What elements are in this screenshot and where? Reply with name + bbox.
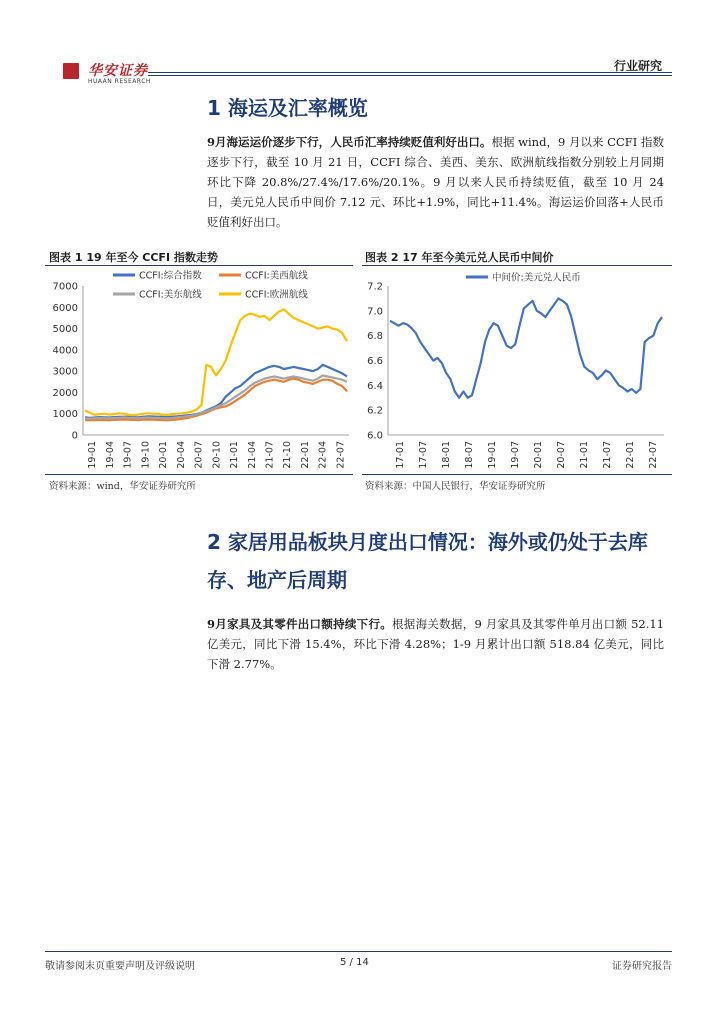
- section-2-title: 2 家居用品板块月度出口情况：海外或仍处于去库存、地产后周期: [207, 530, 648, 592]
- legend-label: CCFI:美东航线: [139, 289, 202, 301]
- series-line: [85, 365, 347, 418]
- section-2-lead: 9月家具及其零件出口额持续下行。: [207, 617, 393, 631]
- y-tick-label: 7.2: [367, 281, 383, 293]
- x-tick-label: 22-07: [647, 441, 659, 469]
- figure-1-source: 资料来源：wind，华安证券研究所: [49, 481, 196, 492]
- x-tick-label: 21-07: [264, 441, 276, 469]
- y-tick-label: 6.8: [367, 331, 383, 343]
- y-tick-label: 6000: [52, 302, 78, 314]
- figure-2-source: 资料来源：中国人民银行，华安证券研究所: [365, 481, 546, 492]
- y-tick-label: 3000: [52, 366, 78, 378]
- x-tick-label: 21-01: [229, 441, 241, 469]
- y-tick-label: 5000: [52, 324, 78, 336]
- x-tick-label: 22-07: [335, 441, 347, 469]
- x-tick-label: 21-04: [246, 441, 258, 469]
- logo-subtext: HUAAN RESEARCH: [88, 78, 151, 85]
- y-tick-label: 6.2: [367, 405, 383, 417]
- footer-disclaimer: 敬请参阅末页重要声明及评级说明: [45, 961, 195, 972]
- section-1-title: 1 海运及汇率概览: [207, 96, 368, 120]
- x-tick-label: 20-04: [175, 441, 187, 469]
- y-tick-label: 6.6: [367, 356, 383, 367]
- x-tick-label: 20-01: [532, 441, 544, 469]
- legend-label: CCFI:美西航线: [245, 270, 308, 282]
- x-tick-label: 20-01: [158, 441, 170, 469]
- x-tick-label: 19-10: [140, 441, 152, 469]
- y-tick-label: 0: [71, 430, 78, 442]
- y-tick-label: 4000: [52, 345, 78, 357]
- x-tick-label: 22-04: [317, 441, 329, 469]
- report-type-label: 行业研究: [613, 59, 662, 73]
- y-tick-label: 7.0: [367, 306, 383, 318]
- x-tick-label: 22-01: [624, 441, 636, 469]
- series-line: [390, 298, 662, 397]
- y-tick-label: 6.0: [367, 430, 383, 442]
- usdcny-chart: [362, 266, 672, 473]
- x-tick-label: 19-07: [122, 441, 134, 469]
- section-2-paragraph: [207, 614, 664, 674]
- figure-1-bottom-rule: [45, 474, 353, 475]
- ccfi-chart: [45, 266, 353, 473]
- x-tick-label: 21-07: [601, 441, 613, 469]
- footer-divider: [45, 951, 672, 952]
- legend-label: 中间价:美元兑人民币: [492, 272, 581, 284]
- figure-2-title: 图表 2 17 年至今美元兑人民币中间价: [365, 251, 554, 264]
- section-2-body: 根据海关数据，9 月家具及其零件单月出口额 52.11 亿美元，同比下滑 15.4%，环比下滑 4.28%；1-9 月累计出口额 518.84 亿美元，同比下滑 2.77%。: [207, 617, 664, 671]
- y-tick-label: 7000: [52, 281, 78, 293]
- footer-report-label: 证券研究报告: [612, 961, 672, 972]
- section-1-body: 根据 wind，9 月以来 CCFI 指数逐步下行，截至 10 月 21 日，CCFI 综合、美西、美东、欧洲航线指数分别较上月同期环比下降 20.8%/27.4%/17.6%/20.1%。9 月以来人民币持续贬值，截至 10 月 24 日，美元兑人民币中间价 7.12 元、环比+1.9%，同比+11.4%。海运运价回落+人民币贬值利好出口。: [207, 135, 664, 229]
- x-tick-label: 20-07: [193, 441, 205, 469]
- header-divider: [148, 72, 672, 73]
- x-tick-label: 21-10: [282, 441, 294, 469]
- figure-1-title: 图表 1 19 年至今 CCFI 指数走势: [49, 251, 218, 264]
- x-tick-label: 17-07: [417, 441, 429, 469]
- x-tick-label: 19-04: [104, 441, 116, 469]
- x-tick-label: 19-01: [87, 441, 99, 469]
- x-tick-label: 18-07: [463, 441, 475, 469]
- figure-2-bottom-rule: [362, 474, 672, 475]
- x-tick-label: 20-07: [555, 441, 567, 469]
- x-tick-label: 19-07: [509, 441, 521, 469]
- x-tick-label: 18-01: [440, 441, 452, 469]
- section-1-paragraph: [207, 132, 664, 232]
- legend-label: CCFI:欧洲航线: [245, 289, 308, 301]
- logo-text: 华安证券: [88, 63, 148, 79]
- y-tick-label: 6.4: [367, 380, 383, 392]
- y-tick-label: 2000: [52, 387, 78, 399]
- company-logo-icon: [63, 63, 79, 79]
- x-tick-label: 22-01: [299, 441, 311, 469]
- page-number: 5 / 14: [340, 957, 369, 968]
- x-tick-label: 19-01: [486, 441, 498, 469]
- x-tick-label: 20-10: [211, 441, 223, 469]
- header-divider-secondary: [148, 75, 672, 76]
- x-tick-label: 17-01: [394, 441, 406, 469]
- legend-label: CCFI:综合指数: [139, 270, 202, 282]
- x-tick-label: 21-01: [578, 441, 590, 469]
- y-tick-label: 1000: [52, 409, 78, 421]
- section-1-lead: 9月海运运价逐步下行，人民币汇率持续贬值利好出口。: [207, 135, 492, 149]
- series-line: [85, 309, 347, 415]
